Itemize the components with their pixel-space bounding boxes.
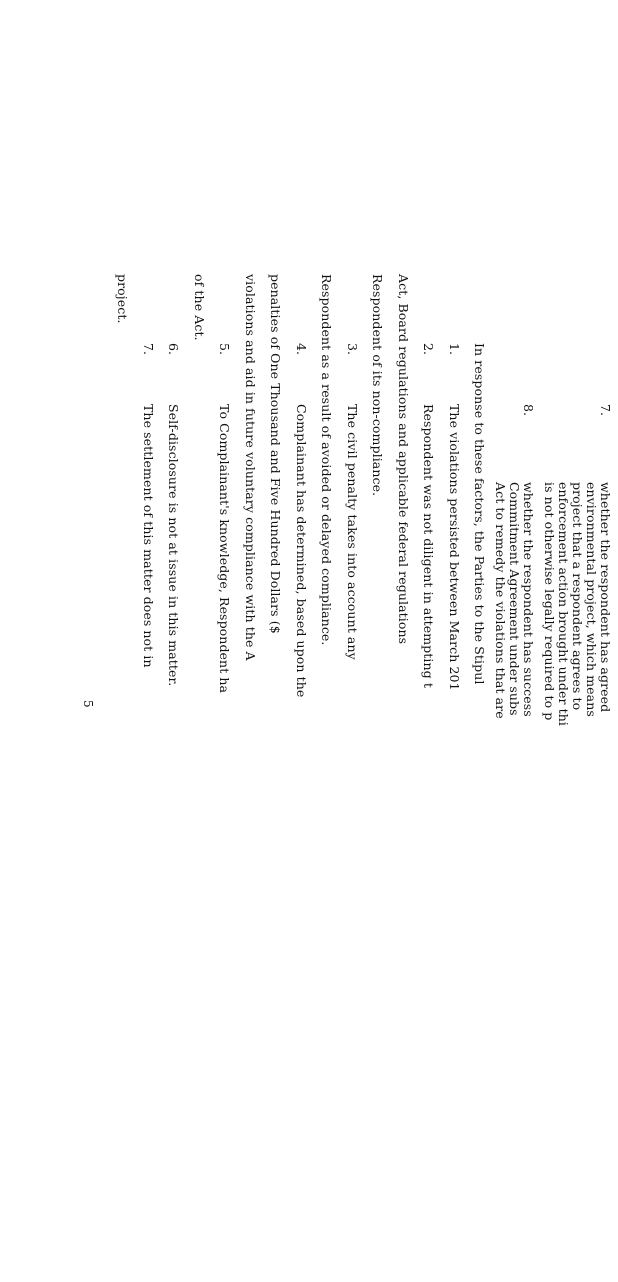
text-line: Respondent of its non-compliance. <box>370 274 385 497</box>
item-number: 5. <box>217 343 232 356</box>
text-line: enforcement action brought under thi <box>556 482 571 727</box>
text-line: The settlement of this matter does not in <box>141 404 156 668</box>
text-line: penalties of One Thousand and Five Hundred Dollars ($ <box>268 274 283 634</box>
item-number: 3. <box>345 343 360 356</box>
text-line: Act to remedy the violations that are <box>493 482 508 719</box>
text-line: To Complainant's knowledge, Respondent ha <box>217 404 232 694</box>
text-line: Act, Board regulations and applicable federal regulations <box>396 274 411 645</box>
text-line: of the Act. <box>192 274 207 341</box>
text-line: whether the respondent has success <box>521 482 536 717</box>
item-number: 2. <box>421 343 436 356</box>
text-line: Respondent was not diligent in attempting t <box>421 404 436 688</box>
text-line: environmental project, which means <box>584 482 599 717</box>
item-number: 7. <box>141 343 156 356</box>
text-line: Self-disclosure is not at issue in this matter. <box>166 404 181 687</box>
text-line: whether the respondent has agreed <box>598 482 613 713</box>
item-number: 8. <box>521 404 536 417</box>
item-number: 1. <box>447 343 462 356</box>
text-line: The violations persisted between March 201 <box>447 404 462 691</box>
item-number: 6. <box>166 343 181 356</box>
text-line: project. <box>115 274 130 324</box>
text-line: Respondent as a result of avoided or delayed compliance. <box>319 274 334 646</box>
page-number: 5 <box>81 700 95 708</box>
text-line: The civil penalty takes into account any <box>345 404 360 660</box>
text-line: violations and aid in future voluntary compliance with the A <box>243 274 258 661</box>
text-line: Complainant has determined, based upon the <box>294 404 309 698</box>
text-line: is not otherwise legally required to p <box>542 482 557 721</box>
item-number: 4. <box>294 343 309 356</box>
item-number: 7. <box>598 404 613 417</box>
text-line: In response to these factors, the Parties to the Stipul <box>472 343 487 685</box>
text-line: Commitment Agreement under subs <box>507 482 522 716</box>
text-line: project that a respondent agrees to <box>570 482 585 711</box>
